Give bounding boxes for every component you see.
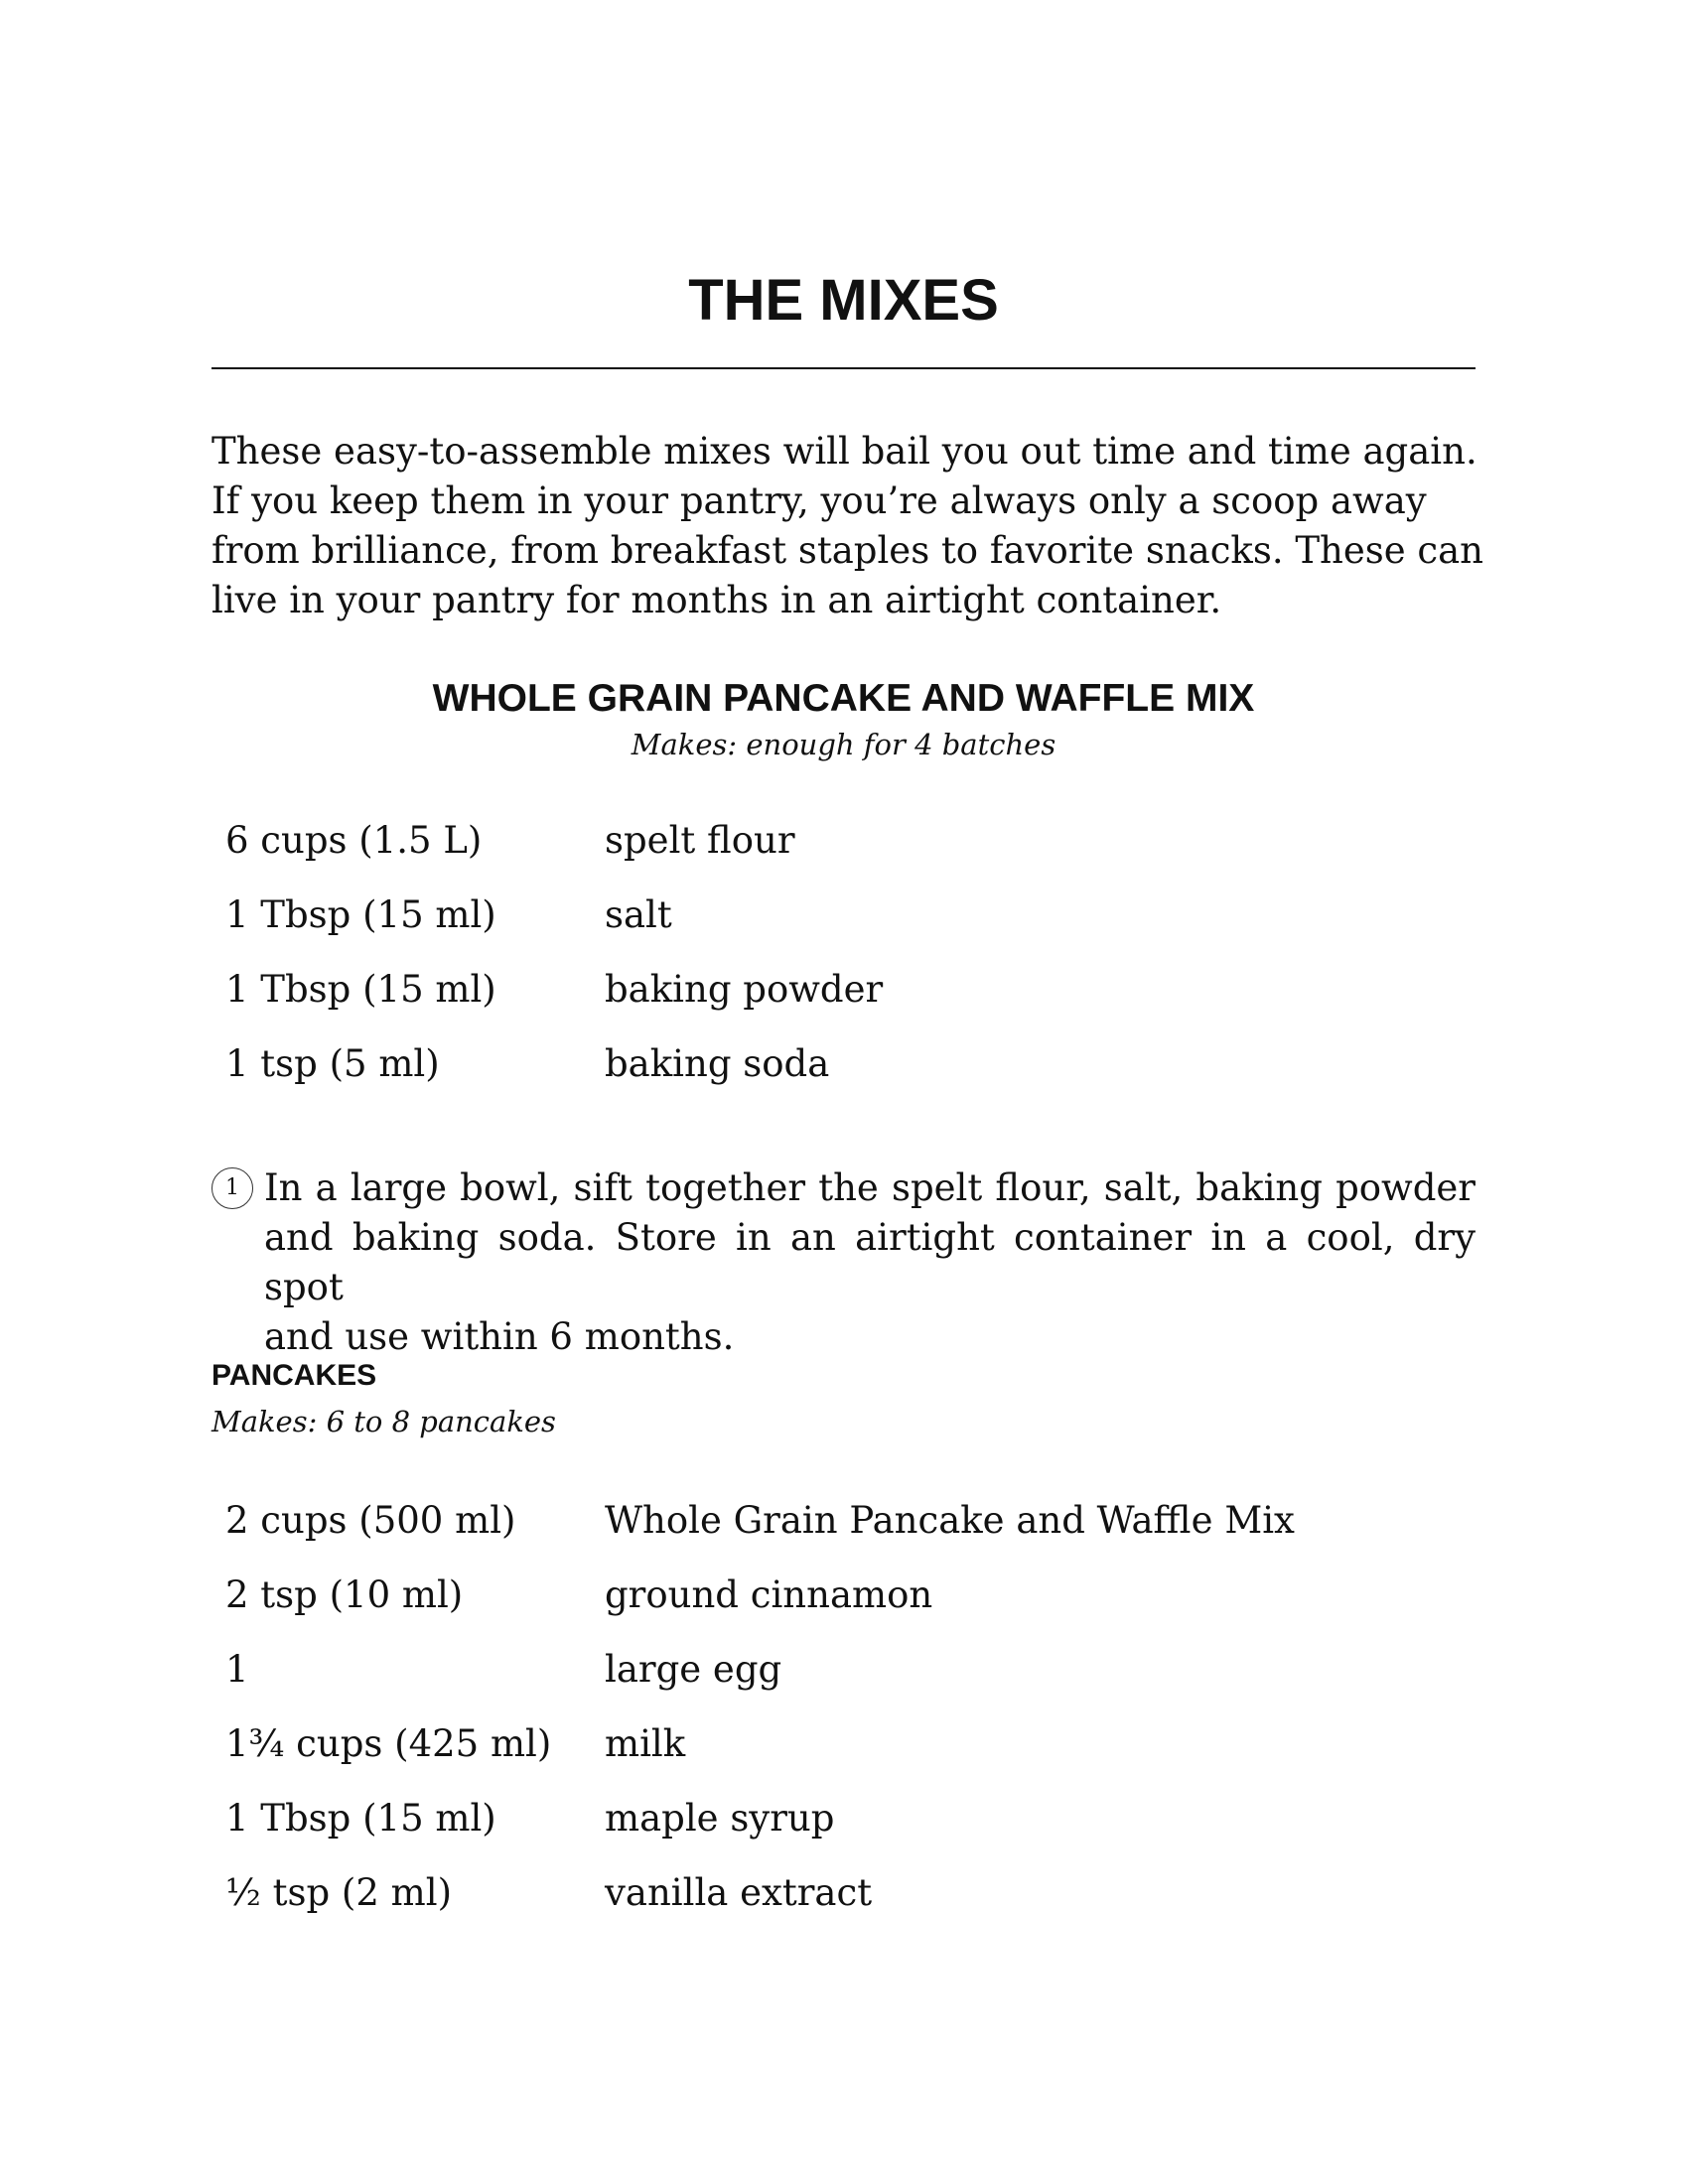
ingredient-row — [225, 1855, 1477, 1930]
ingredient-quantity: 6 cups (1.5 L) — [225, 819, 483, 862]
ingredient-name: salt — [605, 893, 672, 936]
ingredient-quantity: 1 Tbsp (15 ml) — [225, 968, 496, 1011]
ingredient-row — [225, 1026, 1477, 1101]
intro-line: live in your pantry for months in an airtight container. — [211, 579, 1222, 621]
ingredient-quantity: ½ tsp (2 ml) — [225, 1871, 453, 1914]
pancake-ingredient-list — [225, 1483, 1477, 1930]
intro-line: If you keep them in your pantry, you’re always only a scoop away — [211, 479, 1427, 522]
ingredient-name: maple syrup — [605, 1797, 835, 1840]
ingredient-row — [225, 1632, 1477, 1706]
recipe-title: WHOLE GRAIN PANCAKE AND WAFFLE MIX — [432, 677, 1255, 720]
ingredient-quantity: 1 — [225, 1648, 249, 1691]
step-number-badge: 1 — [211, 1167, 253, 1209]
ingredient-row — [225, 1781, 1477, 1855]
intro-line: from brilliance, from breakfast staples to favorite snacks. These can — [211, 529, 1484, 572]
ingredient-quantity: 2 tsp (10 ml) — [225, 1573, 464, 1616]
subrecipe-yield: Makes: 6 to 8 pancakes — [211, 1405, 556, 1438]
ingredient-name: baking powder — [605, 968, 884, 1011]
ingredient-name: Whole Grain Pancake and Waffle Mix — [605, 1499, 1295, 1542]
ingredient-row — [225, 1558, 1477, 1632]
subrecipe-title: PANCAKES — [211, 1359, 377, 1392]
chapter-intro — [211, 427, 1482, 625]
ingredient-name: ground cinnamon — [605, 1573, 933, 1616]
title-divider — [211, 367, 1476, 369]
ingredient-row — [225, 1483, 1477, 1558]
ingredient-name: baking soda — [605, 1042, 830, 1085]
ingredient-quantity: 1 Tbsp (15 ml) — [225, 1797, 496, 1840]
ingredient-name: milk — [605, 1722, 686, 1765]
step-line: In a large bowl, sift together the spelt flour, salt, baking powder — [264, 1166, 1476, 1209]
step-text — [264, 1163, 1476, 1362]
step-line: and use within 6 months. — [264, 1315, 735, 1358]
mix-ingredient-list — [225, 803, 1477, 1101]
ingredient-quantity: 1 Tbsp (15 ml) — [225, 893, 496, 936]
ingredient-row — [225, 803, 1477, 878]
chapter-title: THE MIXES — [688, 268, 999, 333]
ingredient-row — [225, 1706, 1477, 1781]
ingredient-row — [225, 878, 1477, 952]
ingredient-name: large egg — [605, 1648, 782, 1691]
ingredient-name: vanilla extract — [605, 1871, 873, 1914]
step-line: and baking soda. Store in an airtight container in a cool, dry spot — [264, 1216, 1476, 1308]
ingredient-quantity: 1 tsp (5 ml) — [225, 1042, 440, 1085]
ingredient-row — [225, 952, 1477, 1026]
ingredient-quantity: 2 cups (500 ml) — [225, 1499, 516, 1542]
recipe-yield: Makes: enough for 4 batches — [631, 728, 1056, 761]
ingredient-name: spelt flour — [605, 819, 795, 862]
document-page — [211, 0, 1484, 2184]
intro-line: These easy-to-assemble mixes will bail you out time and time again. — [211, 430, 1477, 473]
ingredient-quantity: 1¾ cups (425 ml) — [225, 1722, 552, 1765]
